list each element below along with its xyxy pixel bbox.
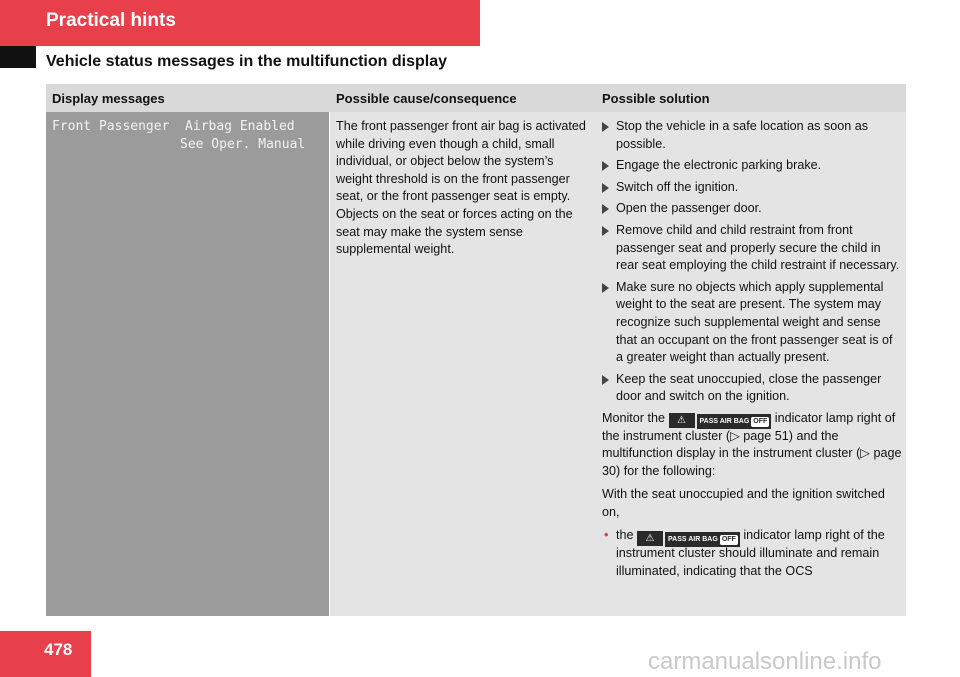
header-possible-solution: Possible solution [602,91,710,106]
display-message-line2: See Oper. Manual [180,137,306,152]
display-message-cell [46,112,329,616]
monitor-paragraph: Monitor the ⚠ PASS AIR BAG OFF indicator lamp right of the instrument cluster (▷ page 51) and the multifunction display in the instrument cluster (▷ page 30) for the following: [602,410,902,478]
arrow-right-icon [602,183,609,193]
passenger-airbag-off-icon: ⚠ PASS AIR BAG OFF [669,411,772,426]
cause-cell [330,112,596,616]
section-title: Practical hints [46,10,176,31]
solution-step: Stop the vehicle in a safe location as soon as possible. [602,118,902,153]
bullet-dot-icon: • [604,528,609,543]
arrow-right-icon [602,226,609,236]
header-possible-cause: Possible cause/consequence [336,91,517,106]
solution-step: Open the passenger door. [602,200,902,218]
with-seat-paragraph: With the seat unoccupied and the ignition switched on, [602,487,885,519]
arrow-right-icon [602,204,609,214]
display-message-line1: Front Passenger Airbag Enabled [52,119,295,134]
black-tab-marker [0,46,36,68]
header-display-messages: Display messages [52,91,165,106]
bullet-item: • the ⚠ PASS AIR BAG OFF indicator lamp right of the instrument cluster should illuminate and remain illuminated, indicating that the OCS [604,528,885,578]
table-header [46,84,906,112]
status-messages-table [46,84,906,616]
watermark: carmanualsonline.info [648,648,882,675]
page-subtitle: Vehicle status messages in the multifunction display [46,53,447,70]
arrow-right-icon [602,375,609,385]
page-number: 478 [44,640,73,659]
passenger-airbag-off-icon: ⚠ PASS AIR BAG OFF [637,529,740,544]
cause-text: The front passenger front air bag is activated while driving even though a child, small individual, or object below the system’s weight threshold is on the front passenger seat, or the front passenger seat is empty. Objects on the seat or forces acting on the seat may make the system sense supplemental weight. [336,119,586,257]
solution-step: Engage the electronic parking brake. [602,157,902,175]
solution-content [602,118,902,580]
solution-step: Keep the seat unoccupied, close the passenger door and switch on the ignition. [602,371,902,406]
solution-step: Switch off the ignition. [602,179,902,197]
arrow-right-icon [602,283,609,293]
solution-step: Remove child and child restraint from front passenger seat and properly secure the child in rear seat employing the child restraint if necessary. [602,222,902,275]
arrow-right-icon [602,122,609,132]
solution-cell [596,112,906,616]
solution-step: Make sure no objects which apply supplemental weight to the seat are present. The system may recognize such supplemental weight and sense that an occupant on the front passenger seat is of a greater weight than actually present. [602,279,902,367]
arrow-right-icon [602,161,609,171]
